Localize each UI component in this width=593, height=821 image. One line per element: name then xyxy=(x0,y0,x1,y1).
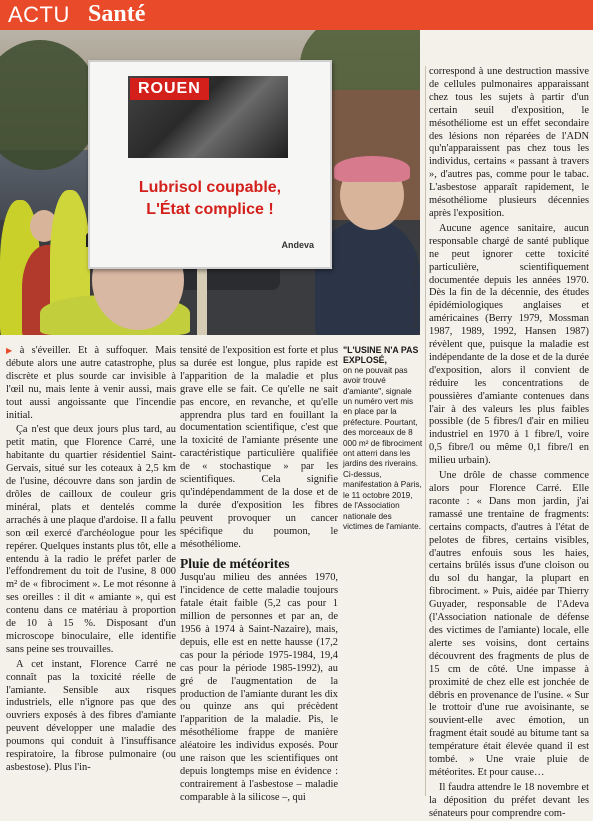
subheading: Pluie de météorites xyxy=(180,555,290,571)
protest-photo xyxy=(0,30,420,335)
paragraph: tensité de l'exposition est forte et plus sa durée est longue, plus rapide est l'apparition de la maladie et plus grave elle se fait. Ce qu'elle ne sait pas encore, en revanche, et qu'elle apprendra plus tard en fouillant la documentation scientifique, c'est que la toxicité de l'amiante présente une caractéristique particulière qualifiée de « stochastique » par les scientifiques. Cela signifie qu'indépendamment de la dose et de la durée d'exposition les fibres peuvent provoquer un cancer spécifique du poumon, le mésothéliome. xyxy=(180,345,338,550)
cap xyxy=(334,156,410,182)
paragraph: Il faudra attendre le 18 novembre et la déposition du préfet devant les sénateurs pour comprendre com- xyxy=(429,781,589,819)
paragraph: A cet instant, Florence Carré ne connaît pas la toxicité réelle de l'amiante. Sensible aux risques industriels, elle n'ignore pas que des ouvriers exposés à des fibres d'amiante peuvent développer une maladie des poumons qui conduit à l'insuffisance respiratoire, la fibrose pulmonaire (ou asbestose). Plus l'in- xyxy=(6,658,176,773)
photo-credit: Bruno Levesque / IP3 / Maxppp xyxy=(413,257,420,329)
paragraph: Une drôle de chasse commence alors pour Florence Carré. Elle raconte : « Dans mon jardin, j'ai ramassé une trentaine de fragments: certains compacts, d'autres à l'état de pelotes de fibres, certains visibles, d'autres enfouis sous les haies, certains brûlés issus d'une cloison ou du sol du hangar, la plupart en fibrociment. » Puis, aidée par Thierry Guyader, responsable de l'Adeva (l'Association nationale de défense des victimes de l'amiante) locale, elle alerte ses voisins, dont certains découvrent des fragments de plus de 15 cm de côté. Une impasse à proximité de chez elle est jonchée de débris en provenance de l'usine. « Sur le trottoir d'une rue avoisinante, se souvient-elle avec émotion, un fragment était soudé au bitume tant sa température était élevée quand il est tombé. » Une vraie pluie de météorites. Et pour cause… xyxy=(429,470,589,778)
continuation-bullet-icon: ▶ xyxy=(6,346,17,355)
sign-label: ROUEN xyxy=(130,78,209,100)
paragraph: correspond à une destruction massive de cellules pulmonaires apparaissant chez tous les sujets à partir d'un certain seuil d'exposition, le mésothéliome est un effet secondaire des lésions non réparées de l'ADN qu'n'apparaissent pas chez tous les individus, certains « passant à travers », d'autres pas, comme pour le tabac. L'asbestose apparaît rapidement, le mésothéliome plusieurs décennies après l'exposition. xyxy=(429,66,589,219)
sign-org: Andeva xyxy=(281,240,314,250)
section-topic: Santé xyxy=(88,1,146,27)
protest-sign xyxy=(88,60,332,269)
article-column-3 xyxy=(429,66,589,821)
photo-caption xyxy=(343,345,423,532)
article-column-2 xyxy=(180,345,338,805)
column-divider xyxy=(425,66,426,796)
section-label: ACTU xyxy=(8,2,70,27)
sign-slogan: L'État complice ! xyxy=(146,201,274,218)
section-header xyxy=(0,0,593,30)
sign-pole xyxy=(197,265,207,335)
caption-body: on ne pouvait pas avoir trouvé d'amiante", signale un numéro vert mis en place par la préfecture. Pourtant, des morceaux de 8 000 m² de fibrociment ont atterri dans les jardins des riverains. Ci-dessus, manifestation à Paris, le 11 octobre 2019, de l'Association nationale des victimes de l'amiante. xyxy=(343,365,423,531)
sign-slogan: Lubrisol coupable, xyxy=(138,179,282,196)
paragraph: ▶ à s'éveiller. Et à suffoquer. Mais débute alors une autre catastrophe, plus discrète et plus sourde car invisible à l'œil nu, mais lente à venir aussi, mais tout aussi angoissante que l'incendie initial. xyxy=(6,345,176,421)
paragraph: Aucune agence sanitaire, aucun responsable chargé de santé publique ne peut ignorer cette toxicité particulière, scientifiquement documentée depuis les années 1970. Dès la fin de la décennie, des études épidémiologiques anglaises et américaines (Berry 1979, Mossman 1987, 1989, 1992, Hansen 1987) révèlent que, puisque la maladie est indépendante de la dose et de la durée d'exposition, alors il convient de réduire les concentrations de poussières d'amiante contenues dans l'air à des valeurs les plus faibles possible (de 5 fibres/l d'air en milieu industriel en 1970 à 1 fibre/l, voire 0,5 fibre/l ou même 0,1 fibre/l en milieu urbain). xyxy=(429,222,589,467)
paragraph: Jusqu'au milieu des années 1970, l'incidence de cette maladie toujours fatale était faible (5,2 cas pour 1 million de personnes et par an, de 1956 à 1974 à Saint-Nazaire), mais, depuis, elle est en nette hausse (17,2 cas pour la période 1975-1984, 19,4 cas pour la période 1985-1992), au gré de l'augmentation de la production de l'amiante durant les dix ou quinze ans qui précèdent l'apparition de la maladie. Pis, le mésothéliome frappe de manière aléatoire les individus exposés. Pour une raison que les scientifiques ont depuis longtemps mise en évidence : contrairement à l'asbestose – maladie comparable à la silicose –, qui xyxy=(180,572,338,803)
article-column-1 xyxy=(6,345,176,775)
caption-title: "L'USINE N'A PAS EXPLOSÉ, xyxy=(343,345,419,366)
paragraph: Ça n'est que deux jours plus tard, au petit matin, que Florence Carré, une habitante du quartier résidentiel Saint-Gervais, situé sur les coteaux à 2,5 km de l'usine, découvre dans son jardin de drôles de cailloux de couleur gris minéral, plats et dentelés comme arrachés à une plaque d'ardoise. Il a fallu son œil exercé d'archéologue pour les repérer. Quelques instants plus tôt, elle a entendu à la radio le préfet parler de l'effondrement du toit de l'usine, 8 000 m² de « fibrociment ». Le mot résonne à ses oreilles : il dit « amiante », qui est contenu dans ce matériau à proportion de 10 à 15 %. Disposant d'un microscope binoculaire, elle identifie sans peine ses trouvailles. xyxy=(6,424,176,655)
